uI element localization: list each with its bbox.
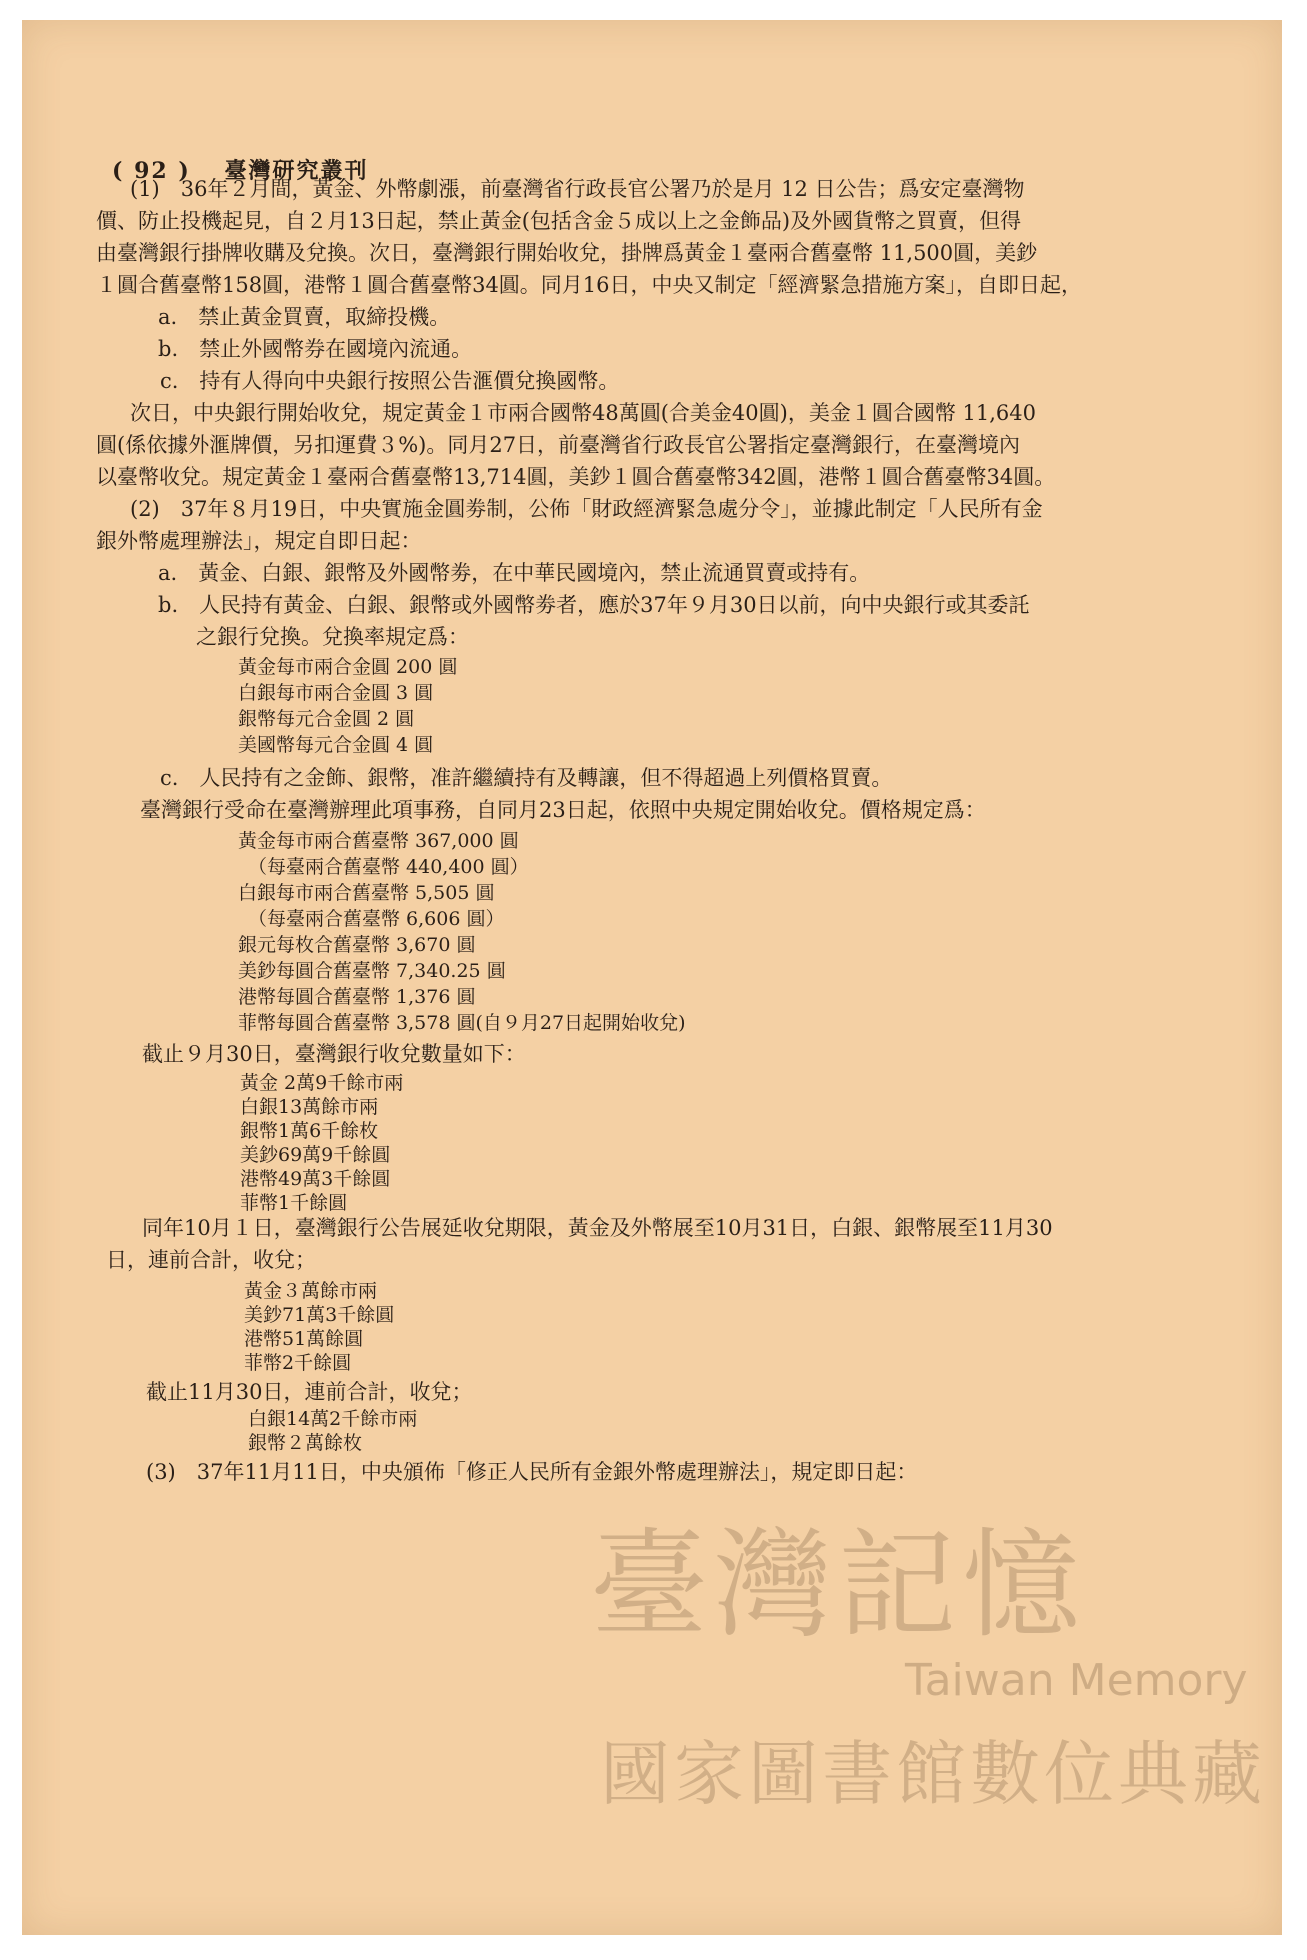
p6-amount-1: 黃金３萬餘市兩 [244, 1280, 378, 1302]
p4-rate-8: 菲幣每圓合舊臺幣 3,578 圓(自９月27日起開始收兌) [238, 1012, 686, 1034]
p2-line3: 以臺幣收兌。規定黃金１臺兩合舊臺幣13,714圓，美鈔１圓合舊臺幣342圓，港幣１圓合舊臺幣34圓。 [96, 465, 1056, 489]
p5-amount-1: 黃金 2萬9千餘市兩 [240, 1072, 404, 1094]
p1-line3: 由臺灣銀行掛牌收購及兌換。次日，臺灣銀行開始收兌，掛牌爲黃金１臺兩合舊臺幣 11,500圓，美鈔 [96, 241, 1038, 265]
p3-line1: (2) 37年８月19日，中央實施金圓劵制，公佈「財政經濟緊急處分令」，並據此制定「人民所有金 [130, 497, 1043, 521]
p3-rate-1: 黃金每市兩合金圓 200 圓 [238, 656, 458, 678]
p4-rate-1: 黃金每市兩合舊臺幣 367,000 圓 [238, 830, 519, 852]
p3-rate-4: 美國幣每元合金圓 4 圓 [238, 734, 434, 756]
p3-item-c: c. 人民持有之金飾、銀幣，准許繼續持有及轉讓，但不得超過上列價格買賣。 [160, 766, 893, 790]
page-number: ( 92 ) [112, 158, 191, 184]
p3-rate-2: 白銀每市兩合金圓 3 圓 [238, 682, 434, 704]
p4-rate-6: 美鈔每圓合舊臺幣 7,340.25 圓 [238, 960, 506, 982]
watermark-national-library: 國家圖書館數位典藏 [600, 1733, 1266, 1815]
p2-line2: 圓(係依據外滙牌價，另扣運費３%)。同月27日，前臺灣省行政長官公署指定臺灣銀行，在臺灣境內 [96, 433, 1021, 457]
p1-line4: １圓合舊臺幣158圓，港幣１圓合舊臺幣34圓。同月16日，中央又制定「經濟緊急措施方案」，自即日起， [96, 273, 1083, 297]
p3-item-b2: 之銀行兌換。兌換率規定爲： [196, 625, 469, 649]
p5-line1: 截止９月30日，臺灣銀行收兌數量如下： [142, 1042, 526, 1066]
p3-line2: 銀外幣處理辦法」，規定自即日起： [96, 529, 422, 553]
p1-item-b: b. 禁止外國幣券在國境內流通。 [158, 337, 473, 361]
p5-amount-4: 美鈔69萬9千餘圓 [240, 1144, 391, 1166]
p3-item-a: a. 黃金、白銀、銀幣及外國幣劵，在中華民國境內，禁止流通買賣或持有。 [158, 561, 871, 585]
p7-amount-1: 白銀14萬2千餘市兩 [248, 1408, 418, 1430]
p2-line1: 次日，中央銀行開始收兌，規定黃金１市兩合國幣48萬圓(合美金40圓)，美金１圓合國幣 11,640 [130, 401, 1036, 425]
p4-rate-4: （每臺兩合舊臺幣 6,606 圓） [248, 908, 505, 930]
p5-amount-5: 港幣49萬3千餘圓 [240, 1168, 391, 1190]
p1-line2: 價、防止投機起見，自２月13日起，禁止黃金(包括含金５成以上之金飾品)及外國貨幣之買賣，但得 [96, 209, 1022, 233]
p1-item-c: c. 持有人得向中央銀行按照公告滙價兌換國幣。 [160, 369, 620, 393]
p3-item-b1: b. 人民持有黃金、白銀、銀幣或外國幣劵者，應於37年９月30日以前，向中央銀行或其委託 [158, 593, 1030, 617]
p4-rate-5: 銀元每枚合舊臺幣 3,670 圓 [238, 934, 476, 956]
p5-amount-3: 銀幣1萬6千餘枚 [240, 1120, 379, 1142]
p6-amount-2: 美鈔71萬3千餘圓 [244, 1304, 395, 1326]
p1-line1: (1) 36年２月間，黃金、外幣劇漲，前臺灣省行政長官公署乃於是月 12 日公告；爲安定臺灣物 [130, 177, 1025, 201]
journal-title: 臺灣研究叢刊 [224, 158, 369, 184]
p8-line1: (3) 37年11月11日，中央頒佈「修正人民所有金銀外幣處理辦法」，規定即日起： [146, 1460, 918, 1484]
p7-amount-2: 銀幣２萬餘枚 [248, 1432, 363, 1454]
p5-amount-6: 菲幣1千餘圓 [240, 1192, 348, 1214]
watermark-taiwan-memory-cn: 臺灣記憶 [590, 1516, 1087, 1654]
p5-amount-2: 白銀13萬餘市兩 [240, 1096, 379, 1118]
p4-rate-7: 港幣每圓合舊臺幣 1,376 圓 [238, 986, 476, 1008]
p3-rate-3: 銀幣每元合金圓 2 圓 [238, 708, 415, 730]
p7-line1: 截止11月30日，連前合計，收兌； [146, 1380, 473, 1404]
p4-line1: 臺灣銀行受命在臺灣辦理此項事務，自同月23日起，依照中央規定開始收兌。價格規定爲： [140, 798, 986, 822]
p4-rate-3: 白銀每市兩合舊臺幣 5,505 圓 [238, 882, 495, 904]
p6-line2: 日，連前合計，收兌； [106, 1248, 316, 1272]
p6-line1: 同年10月１日，臺灣銀行公告展延收兌期限，黃金及外幣展至10月31日，白銀、銀幣展至11月30 [142, 1216, 1053, 1240]
p6-amount-3: 港幣51萬餘圓 [244, 1328, 364, 1350]
watermark-taiwan-memory-en: Taiwan Memory [905, 1655, 1248, 1706]
p1-item-a: a. 禁止黃金買賣，取締投機。 [158, 305, 451, 329]
p4-rate-2: （每臺兩合舊臺幣 440,400 圓） [248, 856, 529, 878]
p6-amount-4: 菲幣2千餘圓 [244, 1352, 352, 1374]
